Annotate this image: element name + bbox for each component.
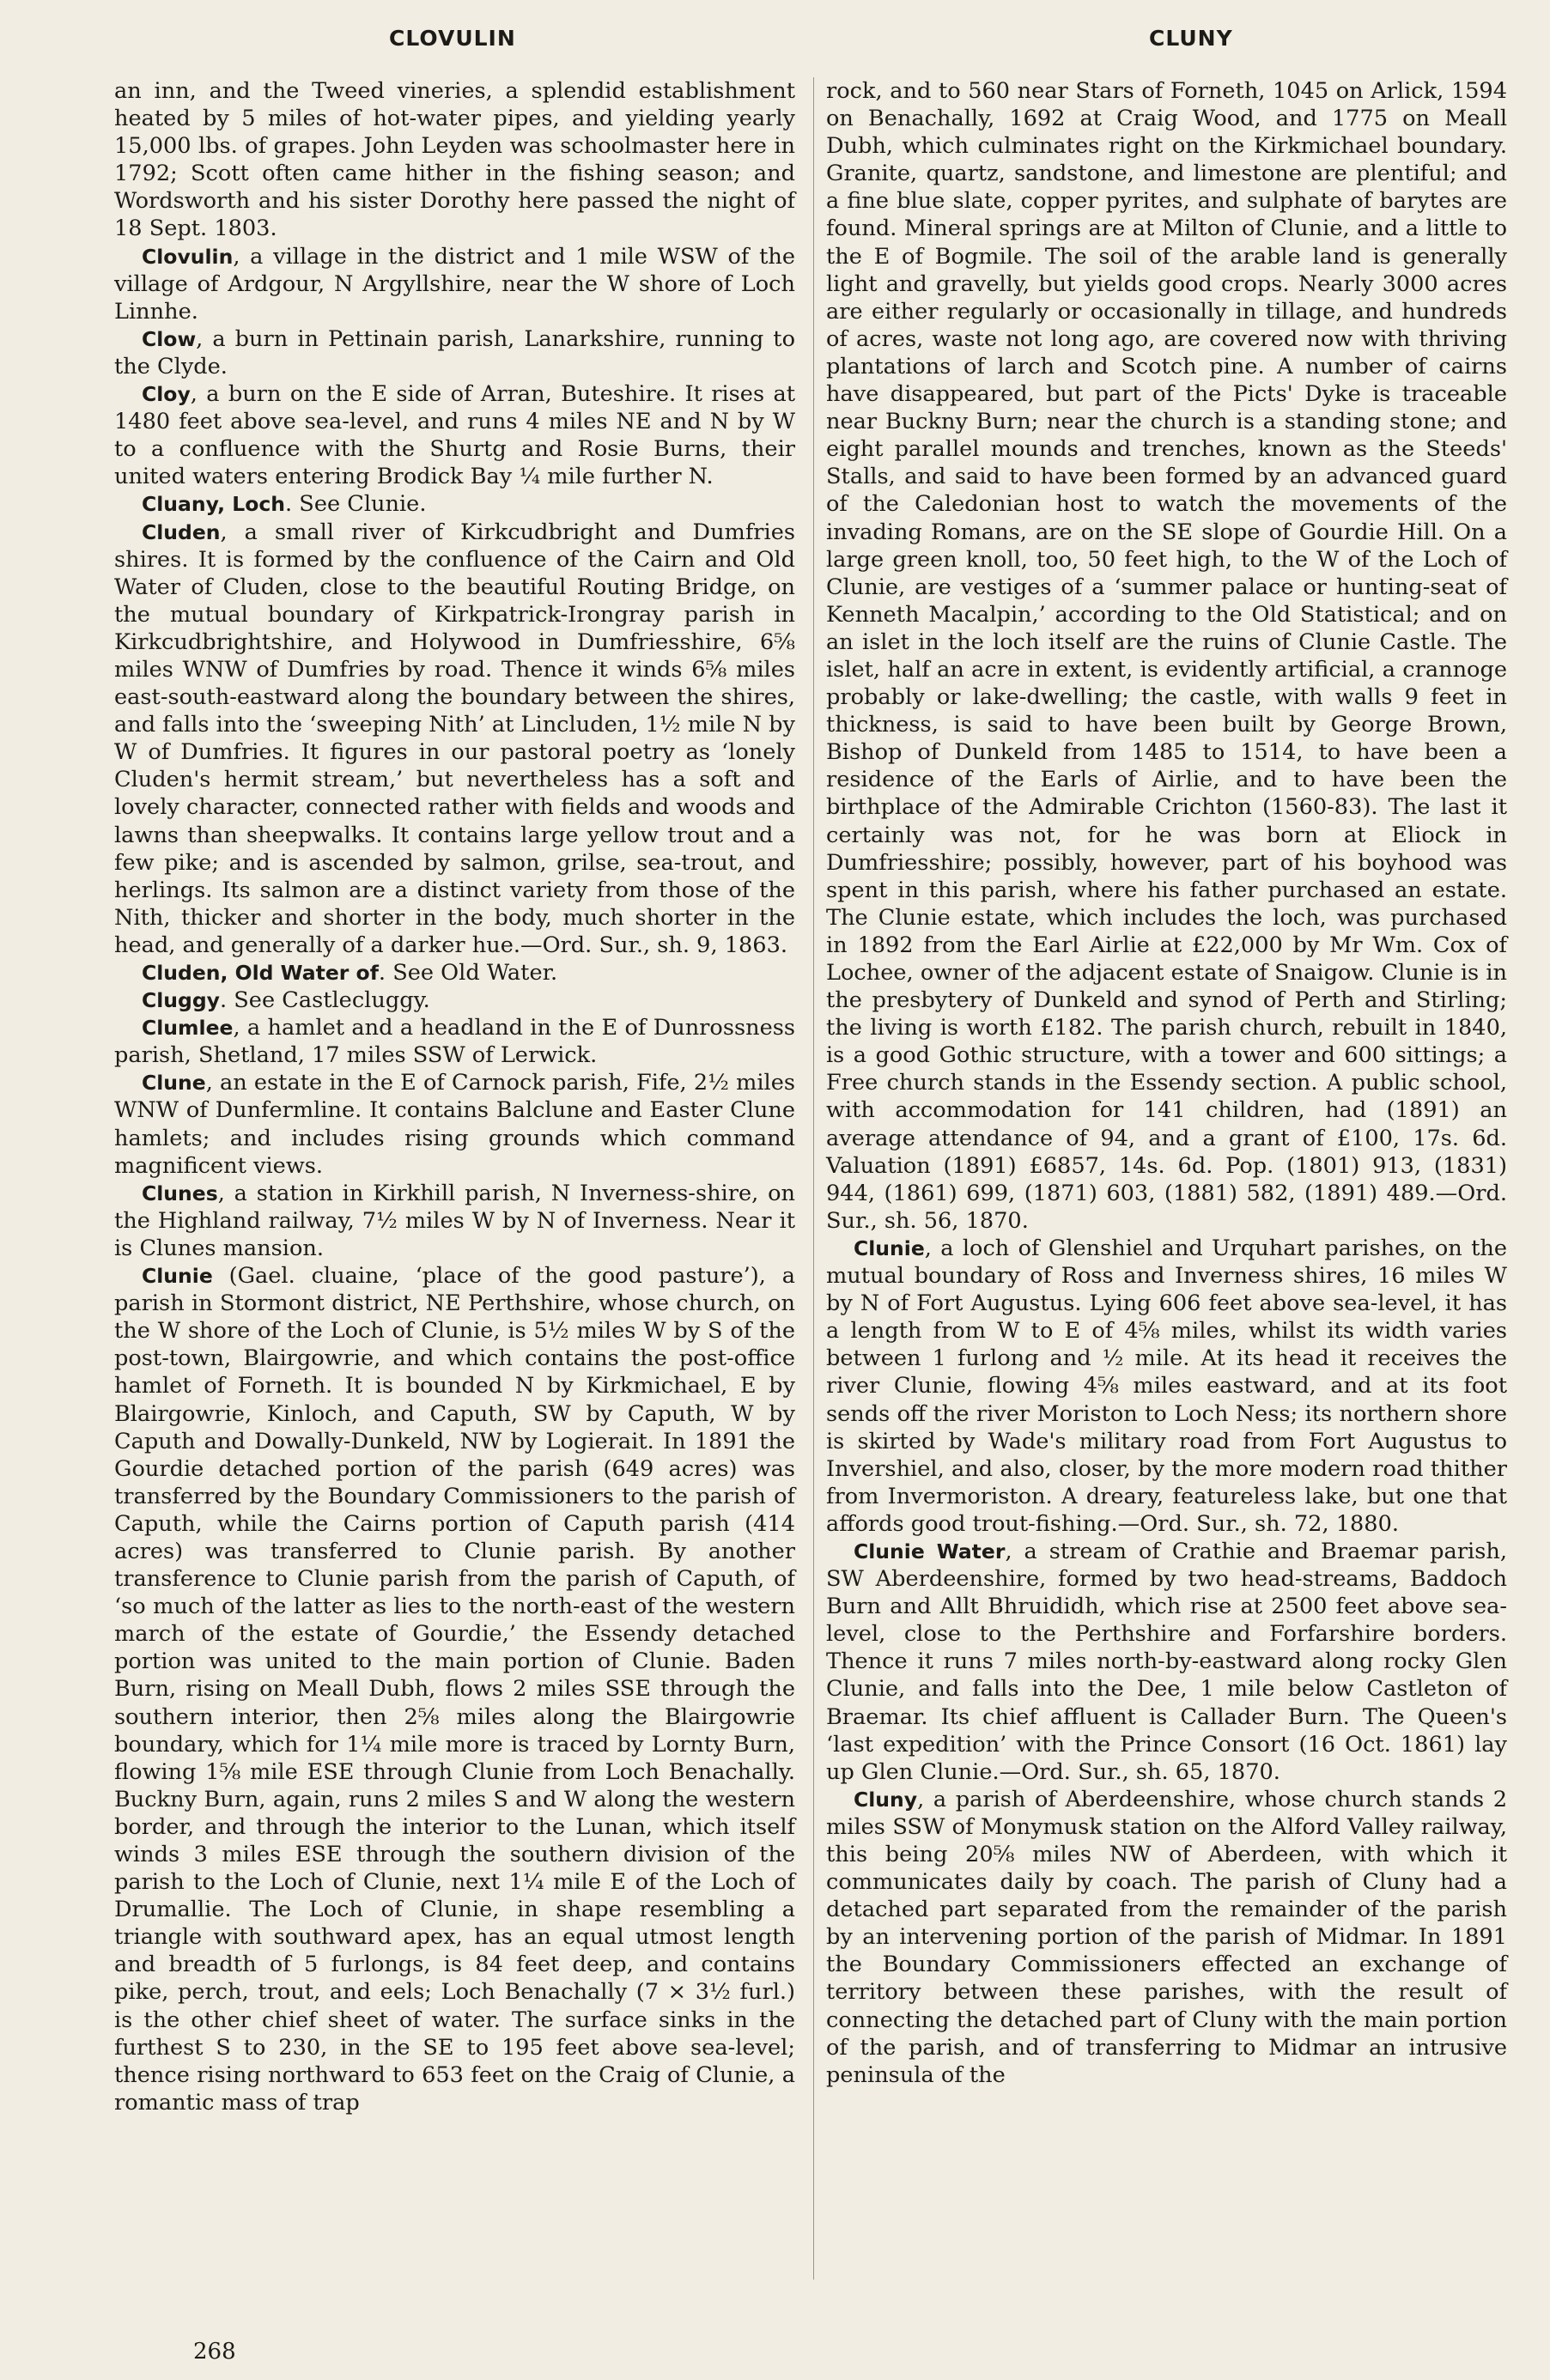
- entry-headword: Clovulin: [142, 244, 234, 269]
- gazetteer-entry: [114, 380, 795, 490]
- entry-headword: Clow: [142, 326, 197, 351]
- right-column: [826, 77, 1507, 2089]
- entry-continuation: [114, 77, 795, 243]
- entry-text: , a small river of Kirkcudbright and Dumfries shires. It is formed by the confluence of the Cairn and Old Water of Cluden, close to the beautiful Routing Bridge, on the mutual boundary of Kirkpatrick-Irongray parish in Kirkcudbrightshire, and Holywood in Dumfriesshire, 6⅝ miles WNW of Dumfries by road. Thence it winds 6⅝ miles east-south-eastward along the boundary between the shires, and falls into the ‘sweeping Nith’ at Lincluden, 1½ mile N by W of Dumfries. It figures in our pastoral poetry as ‘lonely Cluden's hermit stream,’ but nevertheless has a soft and lovely character, connected rather with fields and woods and lawns than sheepwalks. It contains large yellow trout and a few pike; and is ascended by salmon, grilse, sea-trout, and herlings. Its salmon are a distinct variety from those of the Nith, thicker and shorter in the body, much shorter in the head, and generally of a darker hue.—Ord. Sur., sh. 9, 1863.: [114, 519, 795, 958]
- entry-headword: Clunie: [142, 1264, 213, 1289]
- gazetteer-entry: [114, 325, 795, 380]
- gazetteer-entry: [114, 1180, 795, 1262]
- entry-text: (Gael. cluaine, ‘place of the good pasture’), a parish in Stormont district, NE Perthshire, whose church, on the W shore of the Loch of Clunie, is 5½ miles W by S of the post-town, Blairgowrie, and which contains the post-office hamlet of Forneth. It is bounded N by Kirkmichael, E by Blairgowrie, Kinloch, and Caputh, SW by Caputh, W by Caputh and Dowally-Dunkeld, NW by Logierait. In 1891 the Gourdie detached portion of the parish (649 acres) was transferred by the Boundary Commissioners to the parish of Caputh, while the Cairns portion of Caputh parish (414 acres) was transferred to Clunie parish. By another transference to Clunie parish from the parish of Caputh, of ‘so much of the latter as lies to the north-east of the western march of the estate of Gourdie,’ the Essendy detached portion was united to the main portion of Clunie. Baden Burn, rising on Meall Dubh, flows 2 miles SSE through the southern interior, then 2⅝ miles along the Blairgowrie boundary, which for 1¼ mile more is traced by Lornty Burn, flowing 1⅝ mile ESE through Clunie from Loch Benachally. Buckny Burn, again, runs 2 miles S and W along the western border, and through the interior to the Lunan, which itself winds 3 miles ESE through the southern division of the parish to the Loch of Clunie, next 1¼ mile E of the Loch of Drumallie. The Loch of Clunie, in shape resembling a triangle with southward apex, has an equal utmost length and breadth of 5 furlongs, is 84 feet deep, and contains pike, perch, trout, and eels; Loch Benachally (7 × 3½ furl.) is the other chief sheet of water. The surface sinks in the furthest S to 230, in the SE to 195 feet above sea-level; thence rising northward to 653 feet on the Craig of Clunie, a romantic mass of trap: [114, 1263, 795, 2116]
- gazetteer-entry: [826, 1235, 1507, 1538]
- entry-text: , a burn in Pettinain parish, Lanarkshire, running to the Clyde.: [114, 325, 795, 379]
- entry-headword: Cluden: [142, 519, 221, 544]
- entry-text: . See Clunie.: [285, 491, 427, 518]
- column-divider: [813, 77, 814, 2280]
- entry-headword: Cluany, Loch: [142, 492, 286, 517]
- running-head-right: CLUNY: [1149, 26, 1233, 51]
- gazetteer-entry: [114, 1014, 795, 1069]
- gazetteer-entry: [826, 1538, 1507, 1786]
- entry-headword: Cluden, Old Water of: [142, 961, 379, 985]
- gazetteer-entry: [114, 1069, 795, 1179]
- entry-headword: Clumlee: [142, 1016, 234, 1041]
- entry-headword: Cluny: [854, 1787, 918, 1812]
- entry-headword: Clunie: [854, 1236, 925, 1260]
- gazetteer-entry: [114, 1262, 795, 2116]
- entry-continuation: [826, 77, 1507, 1235]
- entry-text: . See Castlecluggy.: [220, 987, 430, 1014]
- entry-text: , an estate in the E of Carnock parish, Fife, 2½ miles WNW of Dunfermline. It contains Balclune and Easter Clune hamlets; and includes rising grounds which command magnificent views.: [114, 1070, 795, 1179]
- gazetteer-entry: [114, 519, 795, 960]
- entry-text: , a burn on the E side of Arran, Buteshire. It rises at 1480 feet above sea-level, and runs 4 miles NE and N by W to a confluence with the Shurtg and Rosie Burns, their united waters entering Brodick Bay ¼ mile further N.: [114, 381, 795, 490]
- gazetteer-entry: [114, 987, 795, 1014]
- entry-text: , a hamlet and a headland in the E of Dunrossness parish, Shetland, 17 miles SSW of Lerwick.: [114, 1015, 795, 1069]
- entry-text: . See Old Water.: [378, 960, 558, 986]
- left-column: [114, 77, 795, 2116]
- entry-text: rock, and to 560 near Stars of Forneth, 1045 on Arlick, 1594 on Benachally, 1692 at Craig Wood, and 1775 on Meall Dubh, which culminates right on the Kirkmichael boundary. Granite, quartz, sandstone, and limestone are plentiful; and a fine blue slate, copper pyrites, and sulphate of barytes are found. Mineral springs are at Milton of Clunie, and a little to the E of Bogmile. The soil of the arable land is generally light and gravelly, but yields good crops. Nearly 3000 acres are either regularly or occasionally in tillage, and hundreds of acres, waste not long ago, are covered now with thriving plantations of larch and Scotch pine. A number of cairns have disappeared, but part of the Picts' Dyke is traceable near Buckny Burn; near the church is a standing stone; and eight parallel mounds and trenches, known as the Steeds' Stalls, and said to have been formed by an advanced guard of the Caledonian host to watch the movements of the invading Romans, are on the SE slope of Gourdie Hill. On a large green knoll, too, 50 feet high, to the W of the Loch of Clunie, are vestiges of a ‘summer palace or hunting-seat of Kenneth Macalpin,’ according to the Old Statistical; and on an islet in the loch itself are the ruins of Clunie Castle. The islet, half an acre in extent, is evidently artificial, a crannoge probably or lake-dwelling; the castle, with walls 9 feet in thickness, is said to have been built by George Brown, Bishop of Dunkeld from 1485 to 1514, to have been a residence of the Earls of Airlie, and to have been the birthplace of the Admirable Crichton (1560-83). The last it certainly was not, for he was born at Eliock in Dumfriesshire; possibly, however, part of his boyhood was spent in this parish, where his father purchased an estate. The Clunie estate, which includes the loch, was purchased in 1892 from the Earl Airlie at £22,000 by Mr Wm. Cox of Lochee, owner of the adjacent estate of Snaigow. Clunie is in the presbytery of Dunkeld and synod of Perth and Stirling; the living is worth £182. The parish church, rebuilt in 1840, is a good Gothic structure, with a tower and 600 sittings; a Free church stands in the Essendy section. A public school, with accommodation for 141 children, had (1891) an average attendance of 94, and a grant of £100, 17s. 6d. Valuation (1891) £6857, 14s. 6d. Pop. (1801) 913, (1831) 944, (1861) 699, (1871) 603, (1881) 582, (1891) 489.—Ord. Sur., sh. 56, 1870.: [826, 78, 1507, 1234]
- gazetteer-entry: [114, 490, 795, 518]
- entry-headword: Clunes: [142, 1181, 218, 1205]
- entry-headword: Clunie Water: [854, 1539, 1006, 1563]
- entry-text: , a stream of Crathie and Braemar parish, SW Aberdeenshire, formed by two head-streams, Baddoch Burn and Allt Bhruididh, which rise at 2500 feet above sea-level, close to the Perthshire and Forfarshire borders. Thence it runs 7 miles north-by-eastward along rocky Glen Clunie, and falls into the Dee, 1 mile below Castleton of Braemar. Its chief affluent is Callader Burn. The Queen's ‘last expedition’ with the Prince Consort (16 Oct. 1861) lay up Glen Clunie.—Ord. Sur., sh. 65, 1870.: [826, 1538, 1507, 1785]
- entry-text: , a parish of Aberdeenshire, whose church stands 2 miles SSW of Monymusk station on the Alford Valley railway, this being 20⅝ miles NW of Aberdeen, with which it communicates daily by coach. The parish of Cluny had a detached part separated from the remainder of the parish by an intervening portion of the parish of Midmar. In 1891 the Boundary Commissioners effected an exchange of territory between these parishes, with the result of connecting the detached part of Cluny with the main portion of the parish, and of transferring to Midmar an intrusive peninsula of the: [826, 1786, 1507, 2088]
- gazetteer-entry: [826, 1786, 1507, 2089]
- entry-text: , a village in the district and 1 mile WSW of the village of Ardgour, N Argyllshire, near the W shore of Loch Linnhe.: [114, 243, 795, 325]
- entry-text: , a loch of Glenshiel and Urquhart parishes, on the mutual boundary of Ross and Inverness shires, 16 miles W by N of Fort Augustus. Lying 606 feet above sea-level, it has a length from W to E of 4⅝ miles, whilst its width varies between 1 furlong and ½ mile. At its head it receives the river Clunie, flowing 4⅝ miles eastward, and at its foot sends off the river Moriston to Loch Ness; its northern shore is skirted by Wade's military road from Fort Augustus to Invershiel, and also, closer, by the more modern road thither from Invermoriston. A dreary, featureless lake, but one that affords good trout-fishing.—Ord. Sur., sh. 72, 1880.: [826, 1235, 1507, 1537]
- entry-headword: Clune: [142, 1071, 206, 1096]
- gazetteer-entry: [114, 959, 795, 987]
- entry-text: an inn, and the Tweed vineries, a splendid establishment heated by 5 miles of hot-water pipes, and yielding yearly 15,000 lbs. of grapes. John Leyden was schoolmaster here in 1792; Scott often came hither in the fishing season; and Wordsworth and his sister Dorothy here passed the night of 18 Sept. 1803.: [114, 78, 795, 242]
- entry-text: , a station in Kirkhill parish, N Inverness-shire, on the Highland railway, 7½ miles W by N of Inverness. Near it is Clunes mansion.: [114, 1180, 795, 1261]
- page-number: 268: [193, 2339, 236, 2365]
- entry-headword: Cloy: [142, 382, 191, 407]
- entry-headword: Cluggy: [142, 988, 220, 1013]
- running-head-left: CLOVULIN: [389, 26, 516, 51]
- gazetteer-entry: [114, 243, 795, 325]
